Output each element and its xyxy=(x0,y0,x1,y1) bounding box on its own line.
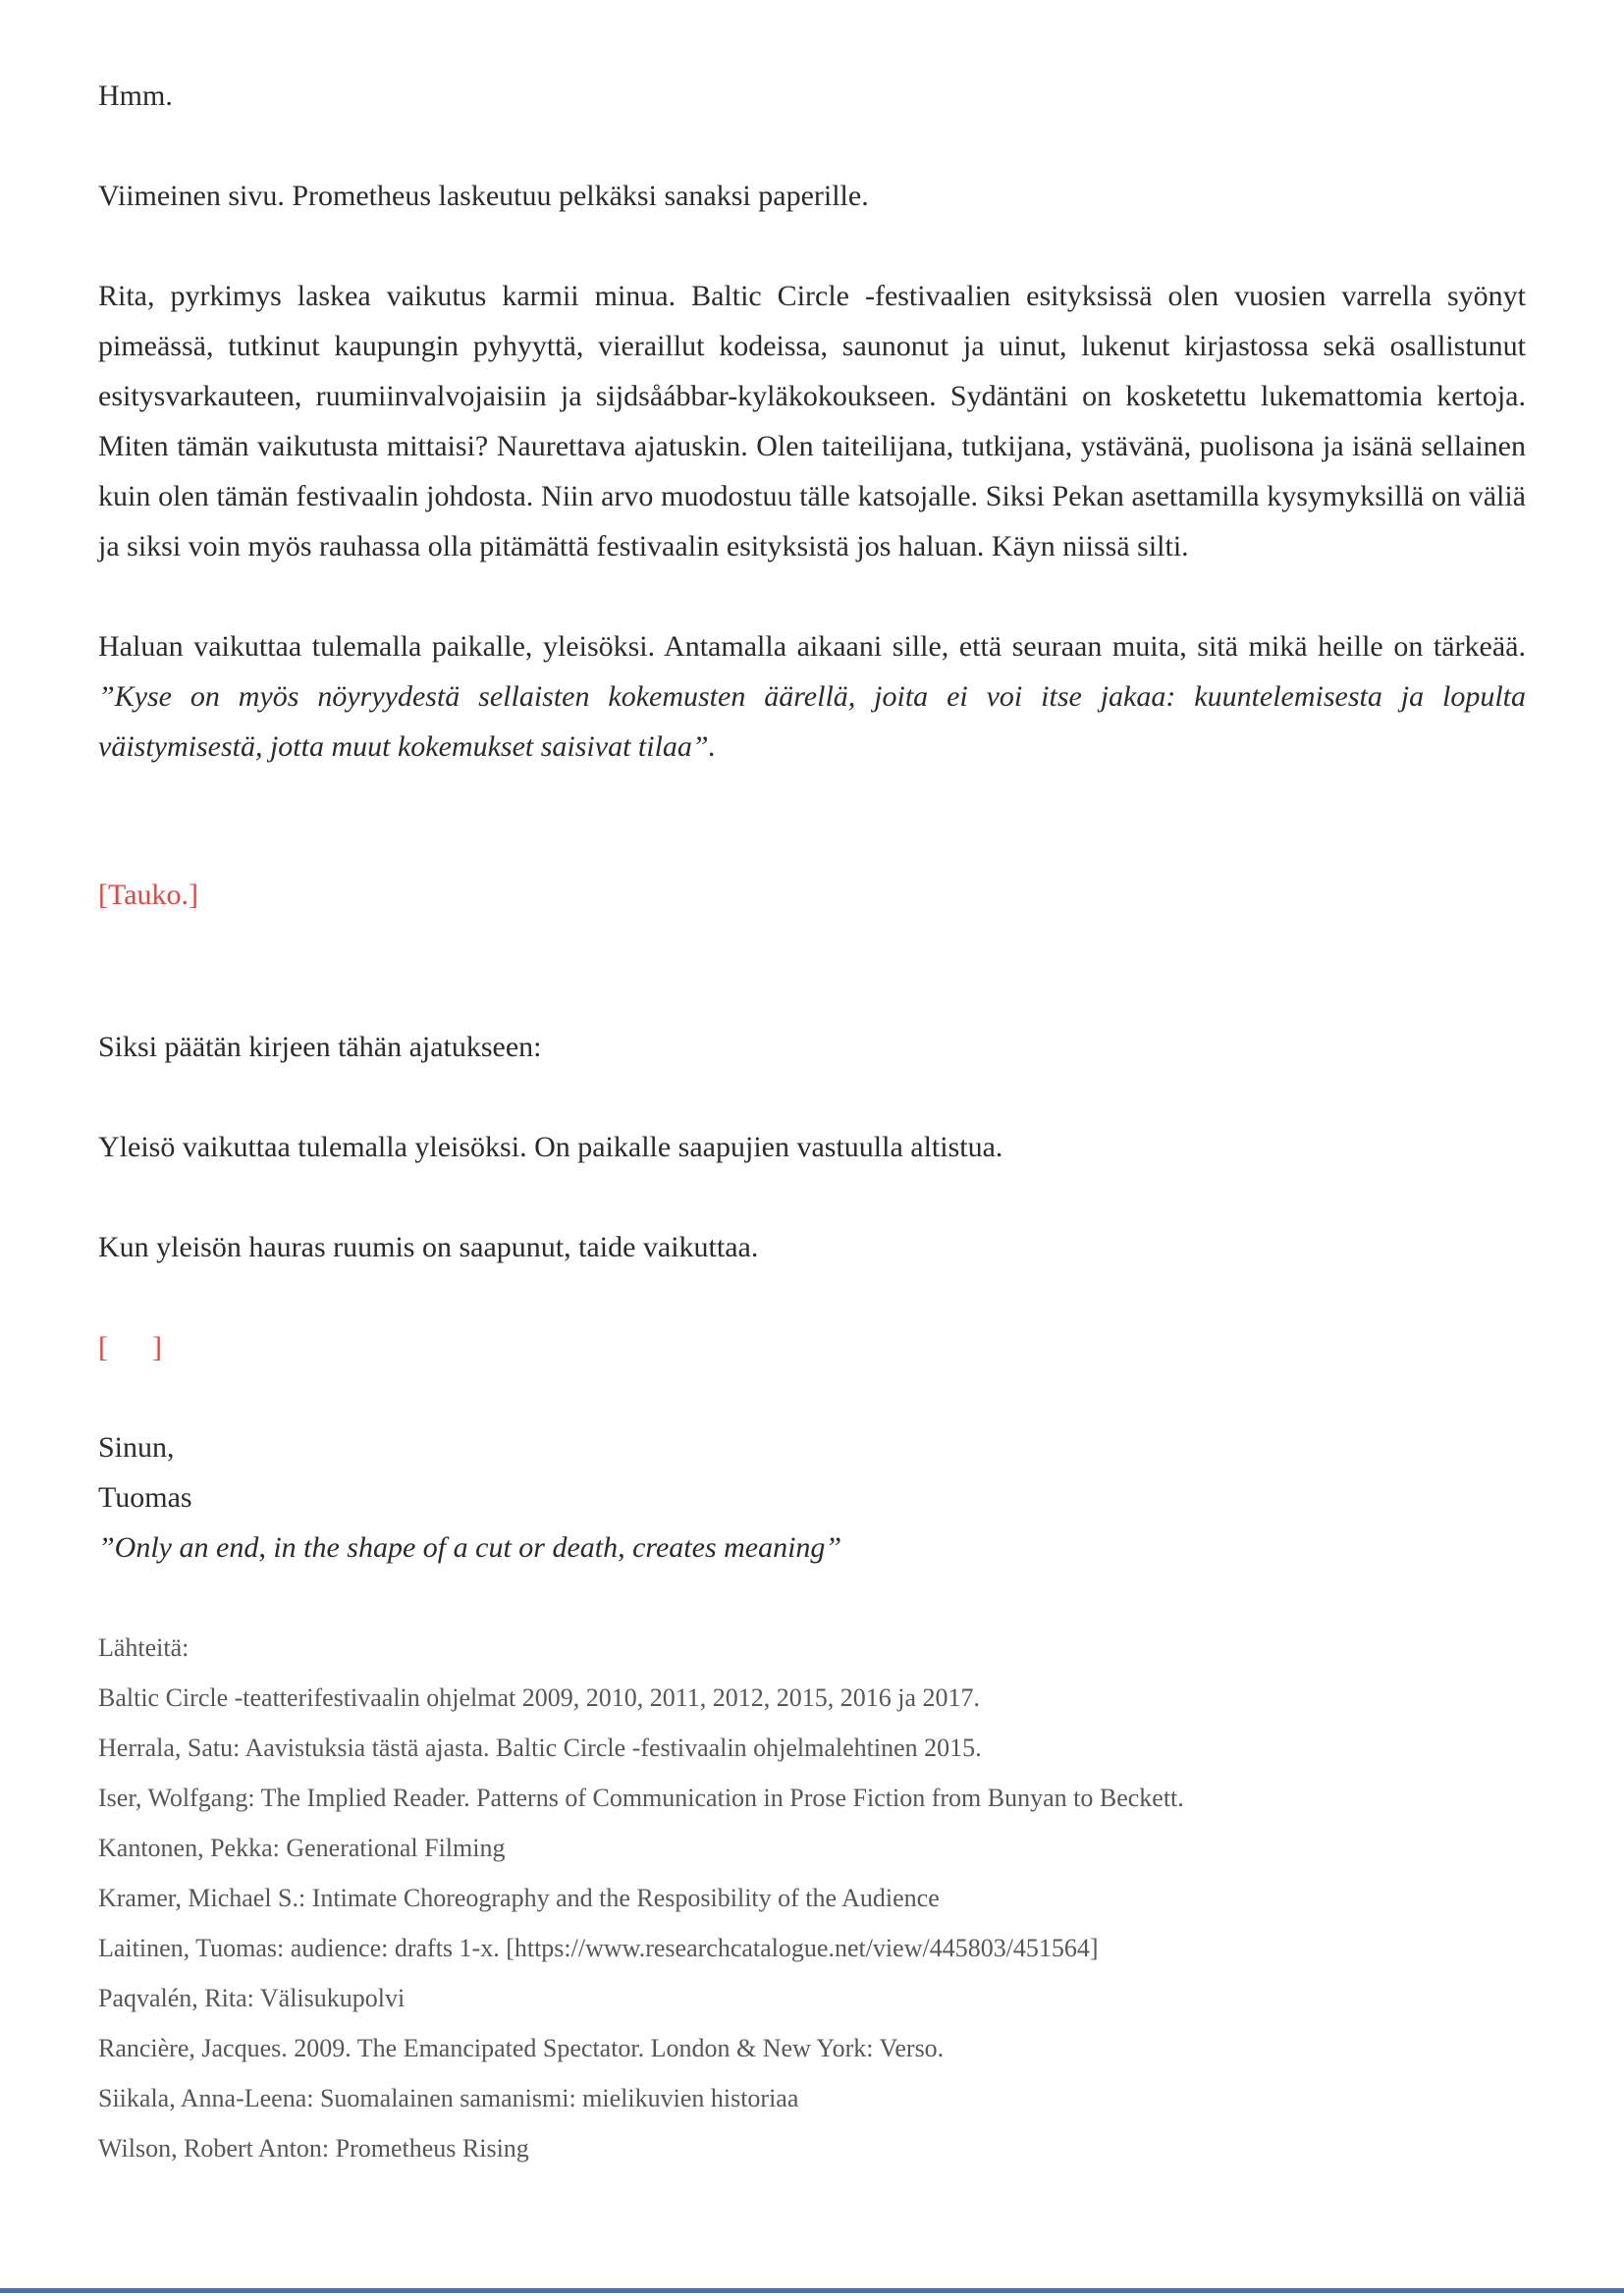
paragraph-kun: Kun yleisön hauras ruumis on saapunut, taide vaikuttaa. xyxy=(98,1231,759,1263)
paragraph-viimeinen-sivu: Viimeinen sivu. Prometheus laskeutuu pelkäksi sanaksi paperille. xyxy=(98,180,869,212)
source-item: Wilson, Robert Anton: Prometheus Rising xyxy=(98,2134,529,2163)
closing-quote: ”Only an end, in the shape of a cut or death, creates meaning” xyxy=(98,1531,842,1564)
source-item: Laitinen, Tuomas: audience: drafts 1-x. [https://www.researchcatalogue.net/view/445803/451564] xyxy=(98,1934,1099,1962)
pause-marker: [Tauko.] xyxy=(98,879,199,911)
bracket-marker: [ ] xyxy=(98,1331,162,1363)
sources-heading: Lähteitä: xyxy=(98,1633,189,1662)
source-item: Kantonen, Pekka: Generational Filming xyxy=(98,1834,506,1862)
source-item: Siikala, Anna-Leena: Suomalainen samanismi: mielikuvien historiaa xyxy=(98,2084,799,2112)
source-item: Rancière, Jacques. 2009. The Emancipated Spectator. London & New York: Verso. xyxy=(98,2034,945,2062)
source-item: Iser, Wolfgang: The Implied Reader. Patterns of Communication in Prose Fiction from Bunyan to Beckett. xyxy=(98,1784,1184,1812)
signoff-sinun: Sinun, xyxy=(98,1431,175,1464)
paragraph-haluan-regular: Haluan vaikuttaa tulemalla paikalle, yleisöksi. Antamalla aikaani sille, että seuraan muita, sitä mikä heille on tärkeää. xyxy=(98,630,1526,663)
paragraph-rita: Rita, pyrkimys laskea vaikutus karmii minua. Baltic Circle -festivaalien esityksissä olen vuosien varrella syönyt pimeässä, tutkinut kaupungin pyhyyttä, vieraillut kodeissa, saunonut ja uinut, lukenut kirjastossa sekä osallistunut esitysvarkauteen, ruumiinvalvojaisiin ja sijdsåábbar-kyläkokoukseen. Sydäntäni on kosketettu lukemattomia kertoja. Miten tämän vaikutusta mittaisi? Naurettava ajatuskin. Olen taiteilijana, tutkijana, ystävänä, puolisona ja isänä sellainen kuin olen tämän festivaalin johdosta. Niin arvo muodostuu tälle katsojalle. Siksi Pekan asettamilla kysymyksillä on väliä ja siksi voin myös rauhassa olla pitämättä festivaalin esityksistä jos haluan. Käyn niissä silti. xyxy=(98,280,1526,562)
source-item: Paqvalén, Rita: Välisukupolvi xyxy=(98,1984,406,2012)
paragraph-haluan xyxy=(98,621,1526,772)
paragraph-haluan-quote: ”Kyse on myös nöyryydestä sellaisten kokemusten äärellä, joita ei voi itse jakaa: kuuntelemisesta ja lopulta väistymisestä, jotta muut kokemukset saisivat tilaa”. xyxy=(98,680,1526,763)
source-item: Kramer, Michael S.: Intimate Choreography and the Resposibility of the Audience xyxy=(98,1884,940,1912)
paragraph-hmm: Hmm. xyxy=(98,80,173,112)
signoff-tuomas: Tuomas xyxy=(98,1481,192,1514)
bottom-divider xyxy=(0,2288,1624,2293)
sources-section xyxy=(98,1623,1526,2173)
source-item: Herrala, Satu: Aavistuksia tästä ajasta. Baltic Circle -festivaalin ohjelmalehtinen 2015. xyxy=(98,1734,982,1762)
source-item: Baltic Circle -teatterifestivaalin ohjelmat 2009, 2010, 2011, 2012, 2015, 2016 ja 2017. xyxy=(98,1683,981,1712)
signature-block xyxy=(98,1422,1526,1573)
paragraph-siksi: Siksi päätän kirjeen tähän ajatukseen: xyxy=(98,1031,542,1063)
paragraph-yleiso: Yleisö vaikuttaa tulemalla yleisöksi. On paikalle saapujien vastuulla altistua. xyxy=(98,1131,1003,1163)
